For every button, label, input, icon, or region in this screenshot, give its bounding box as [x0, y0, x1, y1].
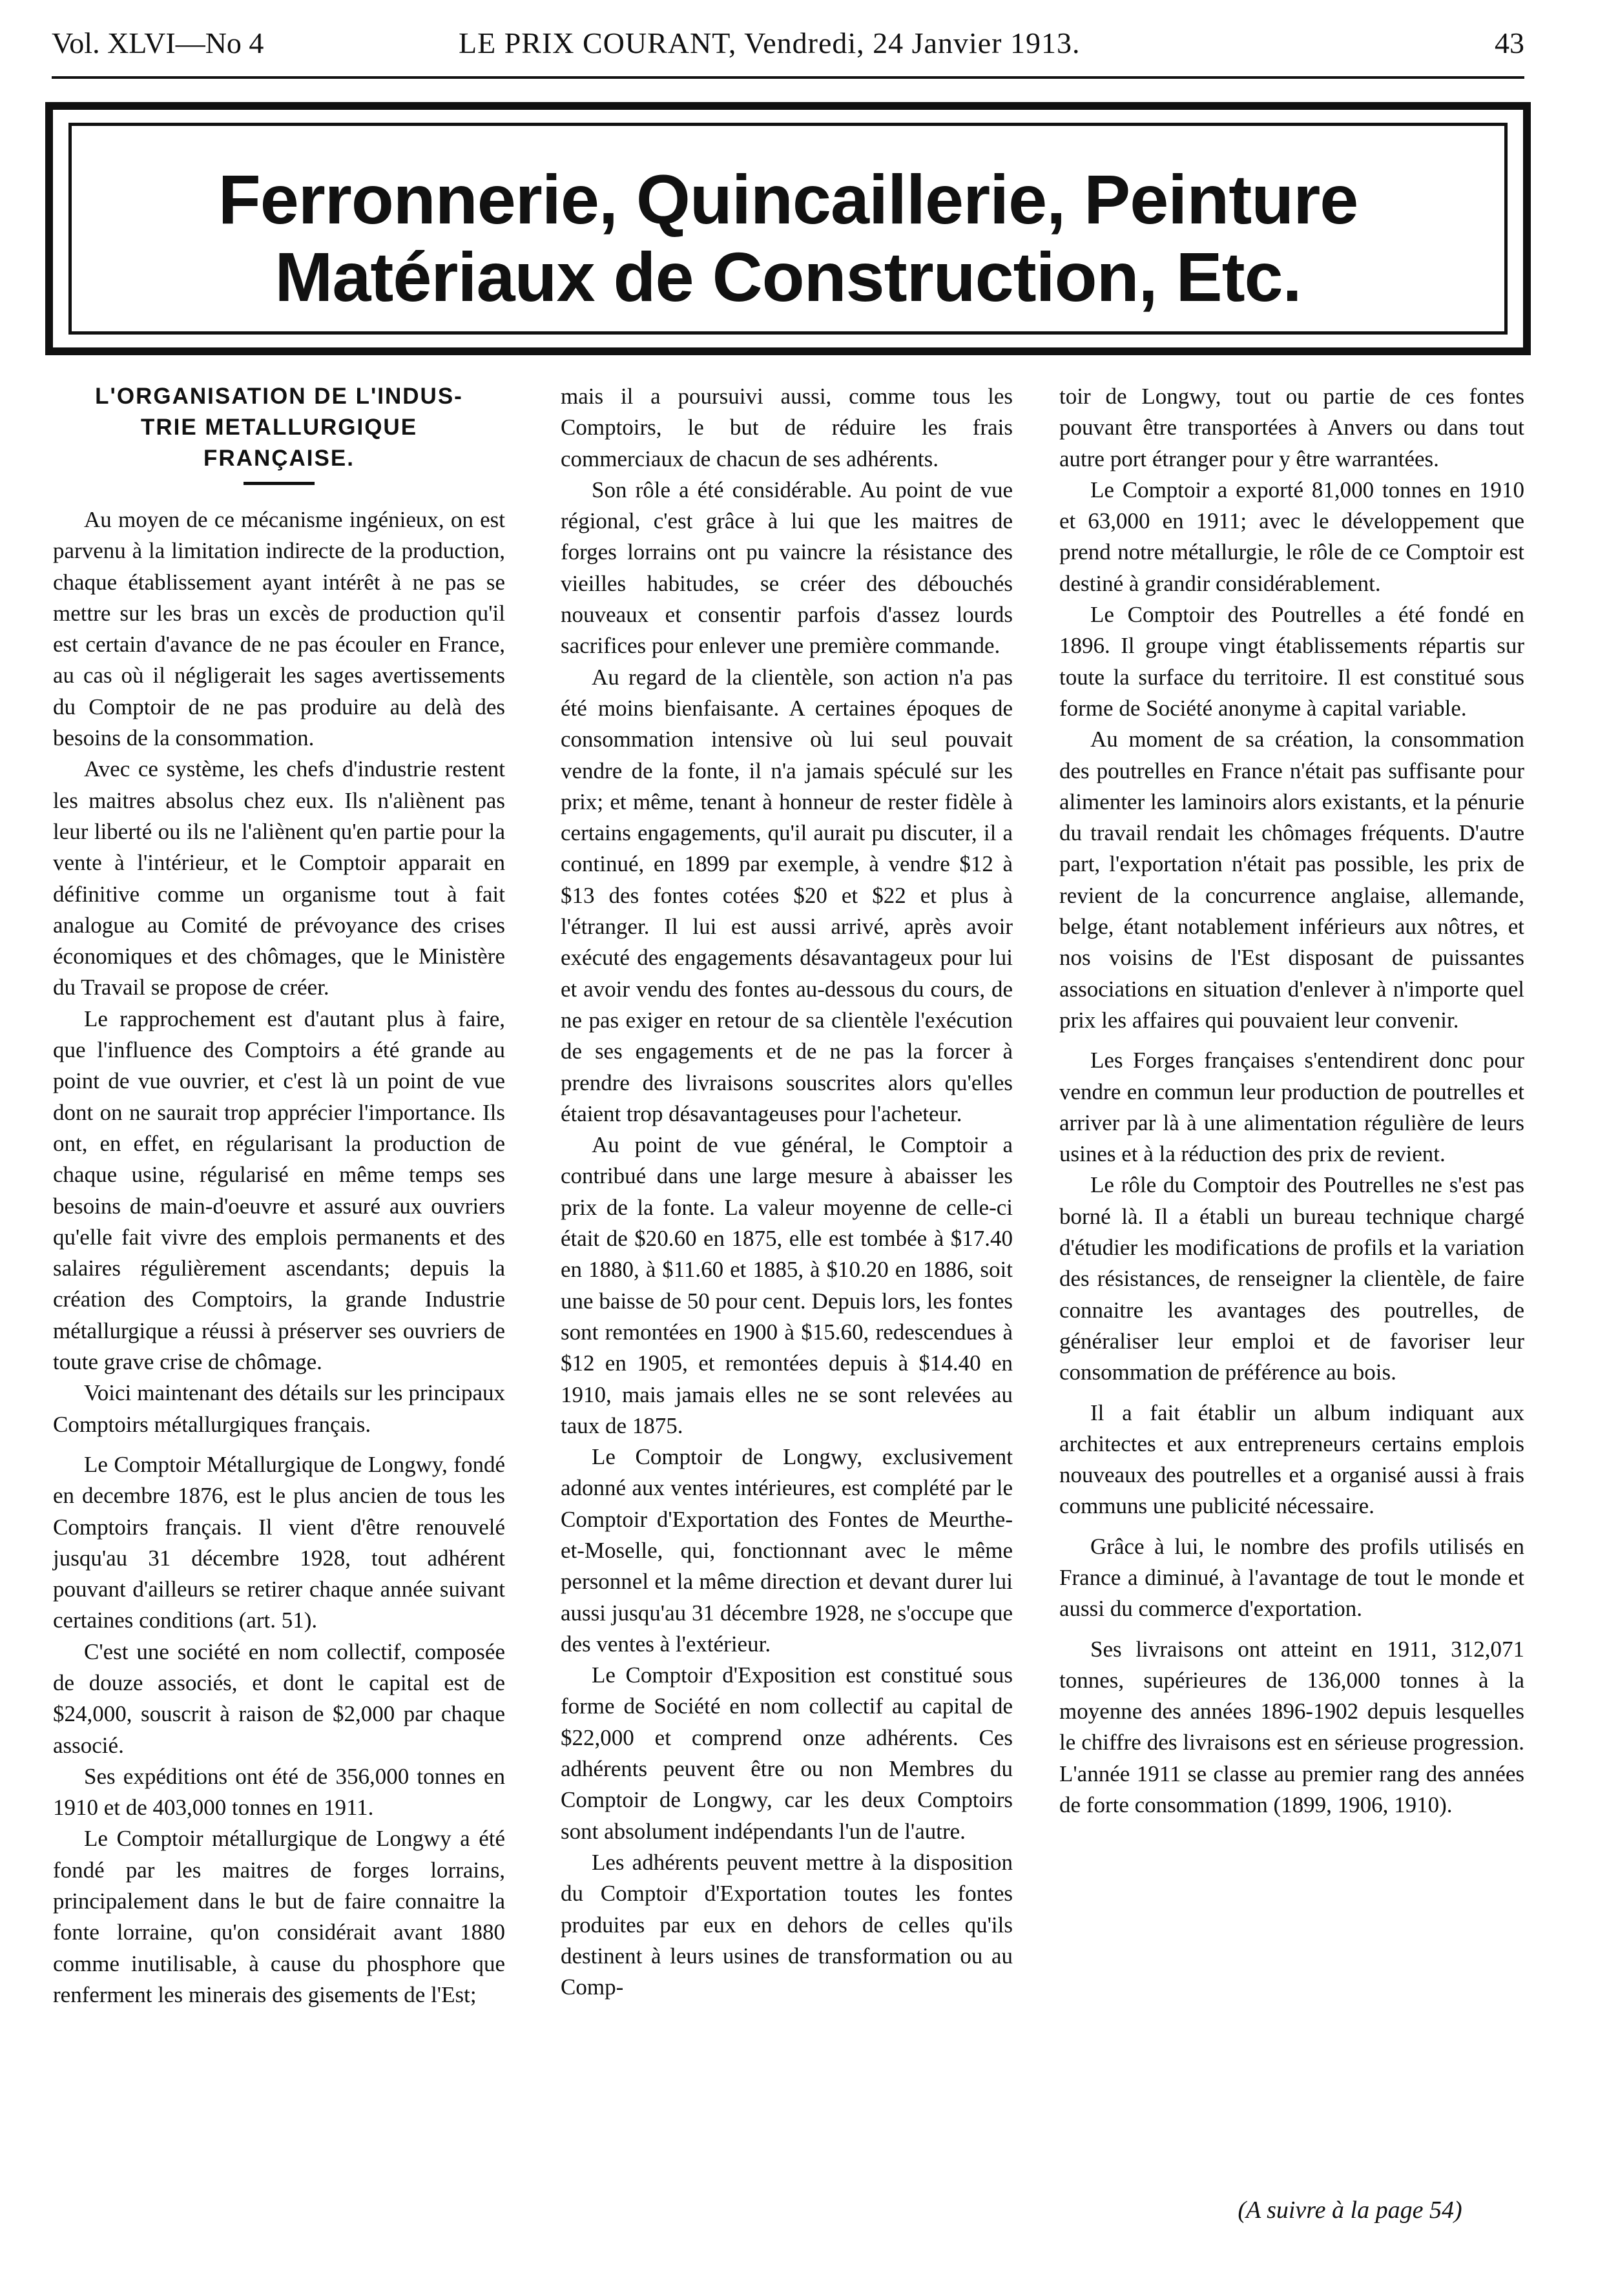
paragraph: Ses expéditions ont été de 356,000 tonnes en 1910 et de 403,000 tonnes en 1911. [53, 1763, 505, 1821]
paragraph: Son rôle a été considérable. Au point de vue régional, c'est grâce à lui que les maitres de forges lorrains ont pu vaincre la résistance des vieilles habitudes, se créer des débouchés nouveaux et consentir parfois d'assez lourds sacrifices pour enlever une première commande. [561, 477, 1013, 659]
paragraph: Le Comptoir de Longwy, exclusivement adonné aux ventes intérieures, est complété par le Comptoir d'Exportation des Fontes de Meurthe-et-Moselle, qui, fonctionnant avec le même personnel et la même direction et devant durer lui aussi jusqu'au 31 décembre 1928, ne s'occupe que des ventes à l'extérieur. [561, 1444, 1013, 1657]
banner-title-line-1: Ferronnerie, Quincaillerie, Peinture [218, 160, 1358, 238]
paragraph: Le Comptoir métallurgique de Longwy a été fondé par les maitres de forges lorrains, principalement dans le but de faire connaitre la fonte lorraine, qu'on considérait avant 1880 comme inutilisable, à cause du phosphore que renferment les minerais des gisements de l'Est; [53, 1826, 505, 2007]
page-number: 43 [1495, 26, 1524, 59]
paragraph: Ses livraisons ont atteint en 1911, 312,071 tonnes, supérieures de 136,000 tonnes à la moyenne des années 1896-1902 depuis lesquelles le chiffre des livraisons est en sérieuse progression. L'année 1911 se classe au premier rang des années de forte consommation (1899, 1906, 1910). [1059, 1636, 1524, 1818]
paragraph: C'est une société en nom collectif, composée de douze associés, et dont le capital est de $24,000, souscrit à raison de $2,000 par chaque associé. [53, 1639, 505, 1758]
paragraph: Au regard de la clientèle, son action n'a pas été moins bienfaisante. A certaines époques de consommation intensive où lui seul pouvait vendre de la fonte, il n'a jamais spéculé sur les prix; et même, tenant à honneur de rester fidèle à certains engagements, qu'il aurait pu discuter, il a continué, en 1899 par exemple, à vendre $12 à $13 des fontes cotées $20 et $22 et plus à l'étranger. Il lui est aussi arrivé, après avoir exécuté des engagements désavantageux pour lui et avoir vendu des fontes au-dessous du cours, de ne pas exiger en retour de sa clientèle l'exécution de ses engagements et de ne pas la forcer à prendre des livraisons souscrites alors qu'elles étaient trop désavantageuses pour l'acheteur. [561, 664, 1013, 1126]
headline-line-1: L'ORGANISATION DE L'INDUS- [95, 384, 463, 409]
paragraph: Le rôle du Comptoir des Poutrelles ne s'est pas borné là. Il a établi un bureau technique chargé d'étudier les modifications de profils et la variation des résistances, de renseigner la clientèle, de faire connaitre les avantages des poutrelles, de généraliser leur emploi et de favoriser leur consommation de préférence au bois. [1059, 1172, 1524, 1385]
paragraph: Au moment de sa création, la consommation des poutrelles en France n'était pas suffisante pour alimenter les laminoirs alors existants, et la pénurie du travail rendait les chômages fréquents. D'autre part, l'exportation n'était pas possible, les prix de revient de la concurrence anglaise, allemande, belge, étant notablement inférieurs aux nôtres, et nos voisins de l'Est disposant de puissantes associations en situation d'enlever à n'importe quel prix les affaires qui pouvaient leur convenir. [1059, 727, 1524, 1033]
paragraph: Au moyen de ce mécanisme ingénieux, on est parvenu à la limitation indirecte de la production, chaque établissement ayant intérêt à ne pas se mettre sur les bras un excès de production qu'il est certain d'avance de ne pas écouler en France, au cas où il négligerait les sages avertissements du Comptoir de ne pas produire au delà des besoins de la consommation. [53, 507, 505, 751]
section-banner [45, 102, 1531, 355]
publication-title: LE PRIX COURANT, Vendredi, 24 Janvier 1913. [459, 26, 1081, 59]
continuation-note: (A suivre à la page 54) [1238, 2197, 1462, 2224]
headline-line-2: TRIE METALLURGIQUE [140, 415, 418, 440]
headline-line-3: FRANÇAISE. [203, 446, 355, 471]
banner-title-line-2: Matériaux de Construction, Etc. [275, 238, 1302, 316]
paragraph: toir de Longwy, tout ou partie de ces fontes pouvant être transportées à Anvers ou dans tout autre port étranger pour y être warrantées. [1059, 384, 1524, 471]
paragraph: mais il a poursuivi aussi, comme tous les Comptoirs, le but de réduire les frais commerciaux de chacun de ses adhérents. [561, 384, 1013, 471]
paragraph: Grâce à lui, le nombre des profils utilisés en France a diminué, à l'avantage de tout le monde et aussi du commerce d'exportation. [1059, 1533, 1524, 1622]
paragraph: Au point de vue général, le Comptoir a contribué dans une large mesure à abaisser les prix de la fonte. La valeur moyenne de celle-ci était de $20.60 en 1875, elle est tombée à $17.40 en 1880, à $11.60 et 1885, à $10.20 en 1886, soit une baisse de 50 pour cent. Depuis lors, les fontes sont remontées en 1900 à $15.60, redescendues à $12 en 1905, et remontées depuis à $14.40 en 1910, mais jamais elles ne se sont relevées au taux de 1875. [561, 1132, 1013, 1438]
banner-inner-frame [68, 123, 1508, 335]
article-column-1 [53, 381, 505, 2011]
running-head [52, 26, 1524, 71]
paragraph: Le Comptoir a exporté 81,000 tonnes en 1910 et 63,000 en 1911; avec le développement que prend notre métallurgie, le rôle de ce Comptoir est destiné à grandir considérablement. [1059, 477, 1524, 596]
paragraph: Le Comptoir des Poutrelles a été fondé en 1896. Il groupe vingt établissements répartis sur toute la surface du territoire. Il est constitué sous forme de Société anonyme à capital variable. [1059, 602, 1524, 721]
paragraph: Les adhérents peuvent mettre à la disposition du Comptoir d'Exportation toutes les fontes produites par eux en dehors de celles qu'ils destinent à leurs usines de transformation ou au Comp- [561, 1849, 1013, 2000]
paragraph: Il a fait établir un album indiquant aux architectes et aux entrepreneurs certains emplois nouveaux des poutrelles et a organisé aussi à frais communs une publicité nécessaire. [1059, 1400, 1524, 1519]
paragraph: Le rapprochement est d'autant plus à faire, que l'influence des Comptoirs a été grande au point de vue ouvrier, et c'est là un point de vue dont on ne saurait trop apprécier l'importance. Ils ont, en effet, en régularisant la production de chaque usine, régularisé en même temps ses besoins de main-d'oeuvre et assuré aux ouvriers qu'elle fait vivre des emplois permanents et des salaires régulièrement ascendants; depuis la création des Comptoirs, la grande Industrie métallurgique a réussi à préserver ses ouvriers de toute grave crise de chômage. [53, 1006, 505, 1375]
headline-rule [244, 482, 315, 485]
paragraph: Les Forges françaises s'entendirent donc pour vendre en commun leur production de poutrelles et arriver par là à une alimentation régulière de leurs usines et à la réduction des prix de revient. [1059, 1048, 1524, 1167]
paragraph: Le Comptoir Métallurgique de Longwy, fondé en decembre 1876, est le plus ancien de tous les Comptoirs français. Il vient d'être renouvelé jusqu'au 31 décembre 1928, tout adhérent pouvant d'ailleurs se retirer chaque année suivant certaines conditions (art. 51). [53, 1451, 505, 1633]
paragraph: Voici maintenant des détails sur les principaux Comptoirs métallurgiques français. [53, 1380, 505, 1437]
volume-number: Vol. XLVI—No 4 [52, 26, 264, 59]
paragraph: Le Comptoir d'Exposition est constitué sous forme de Société en nom collectif au capital de $22,000 et comprend onze adhérents. Ces adhérents peuvent être ou non Membres du Comptoir de Longwy, car les deux Comptoirs sont absolument indépendants l'un de l'autre. [561, 1662, 1013, 1844]
header-rule [52, 76, 1524, 79]
paragraph: Avec ce système, les chefs d'industrie restent les maitres absolus chez eux. Ils n'aliènent pas leur liberté ou ils ne l'aliènent qu'en partie pour la vente à l'intérieur, et le Comptoir apparait en définitive comme un organisme tout à fait analogue au Comité de prévoyance des crises économiques et des chômages, que le Ministère du Travail se propose de créer. [53, 756, 505, 1000]
article-headline [53, 381, 505, 474]
article-column-2 [561, 381, 1013, 2003]
article-column-3 [1059, 381, 1524, 1821]
